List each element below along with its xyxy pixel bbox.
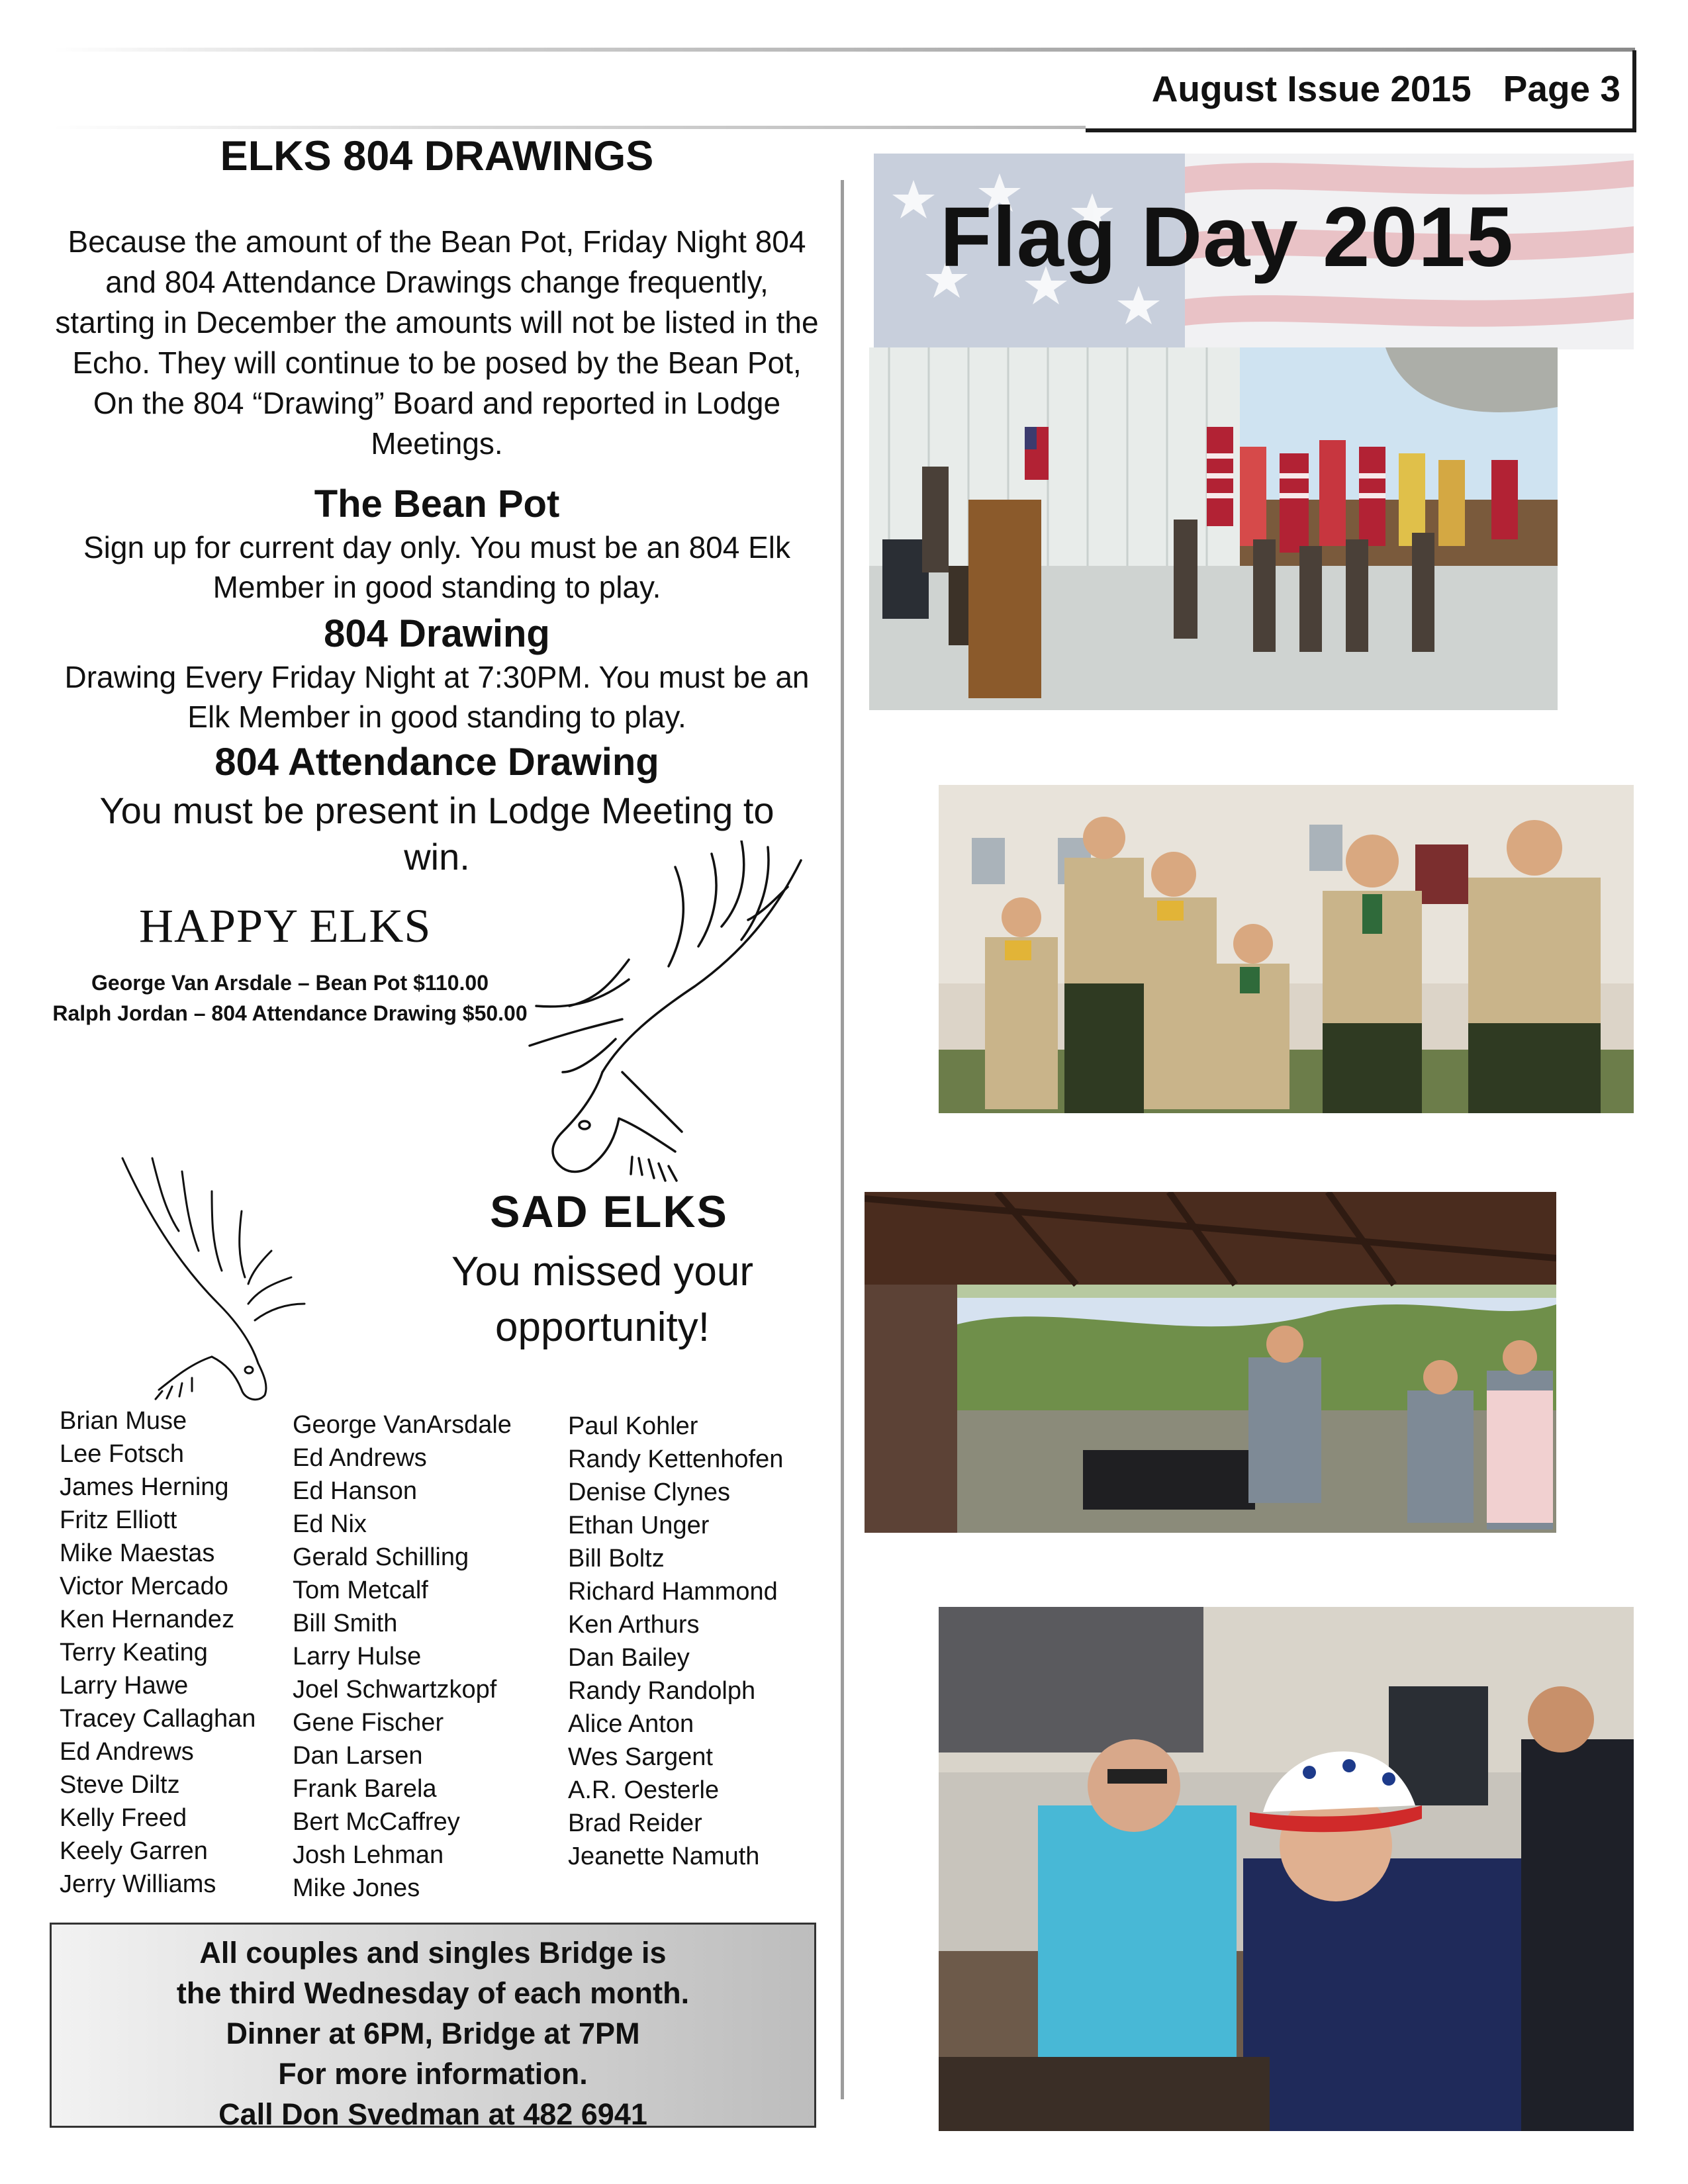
list-item: Victor Mercado (60, 1572, 228, 1600)
happy-elks-title: HAPPY ELKS (139, 899, 432, 952)
list-item: Gene Fischer (293, 1709, 444, 1737)
drawings-title: ELKS 804 DRAWINGS (220, 133, 654, 179)
list-item: Larry Hawe (60, 1672, 189, 1700)
list-item: Brian Muse (60, 1407, 187, 1435)
list-item: A.R. Oesterle (568, 1776, 720, 1804)
bridge-line: Dinner at 6PM, Bridge at 7PM (226, 2017, 640, 2050)
list-item: James Herning (60, 1473, 229, 1501)
attendance-heading: 804 Attendance Drawing (214, 741, 659, 784)
crowd-photo (939, 1607, 1634, 2131)
list-item: Jeanette Namuth (568, 1843, 760, 1870)
list-item: Paul Kohler (568, 1412, 698, 1440)
list-item: Ed Nix (293, 1510, 367, 1538)
bean-pot-text: Sign up for current day only. You must be an 804 Elk Member in good standing to play. (83, 530, 791, 604)
list-item: Ken Hernandez (60, 1606, 235, 1633)
list-item: Tom Metcalf (293, 1576, 428, 1604)
ceremony-photo (869, 347, 1558, 710)
list-item: Keely Garren (60, 1837, 208, 1865)
bridge-notice (50, 1923, 816, 2131)
list-item: Jerry Williams (60, 1870, 216, 1898)
header-underline (53, 126, 1086, 129)
list-item: Lee Fotsch (60, 1440, 184, 1468)
sad-elks-names-col3 (568, 1410, 783, 1873)
list-item: Bert McCaffrey (293, 1808, 460, 1836)
issue-label: August Issue 2015 (1151, 68, 1472, 109)
sad-elks-title: SAD ELKS (490, 1187, 728, 1237)
list-item: Ed Andrews (293, 1444, 427, 1472)
list-item: Randy Randolph (568, 1677, 756, 1705)
list-item: Josh Lehman (293, 1841, 444, 1869)
list-item: Wes Sargent (568, 1743, 713, 1771)
page-header (1152, 68, 1620, 110)
flag-day-title: Flag Day 2015 (940, 190, 1514, 285)
list-item: Kelly Freed (60, 1804, 187, 1832)
page-number: Page 3 (1503, 68, 1620, 109)
bridge-line: For more information. (278, 2057, 588, 2091)
list-item: Ed Hanson (293, 1477, 418, 1505)
list-item: Alice Anton (568, 1710, 694, 1738)
list-item: Bill Smith (293, 1610, 398, 1637)
list-item: Randy Kettenhofen (568, 1445, 784, 1473)
attendance-text: You must be present in Lodge Meeting to win. (99, 790, 774, 878)
bridge-line: All couples and singles Bridge is (199, 1936, 667, 1970)
pavilion-photo (865, 1192, 1556, 1533)
list-item: Tracey Callaghan (60, 1705, 256, 1733)
list-item: Denise Clynes (568, 1479, 730, 1506)
list-item: Fritz Elliott (60, 1506, 177, 1534)
list-item: Dan Larsen (293, 1742, 423, 1770)
drawing-804-text: Drawing Every Friday Night at 7:30PM. You must be an Elk Member in good standing to play. (64, 660, 810, 734)
list-item: Richard Hammond (568, 1578, 778, 1606)
happy-elks-list (52, 968, 528, 1028)
elk-head-small-icon (113, 1145, 311, 1403)
list-item: Bill Boltz (568, 1545, 665, 1572)
winner-item: George Van Arsdale – Bean Pot $110.00 (91, 971, 489, 995)
list-item: Ed Andrews (60, 1738, 194, 1766)
bridge-line: Call Don Svedman at 482 6941 (218, 2097, 647, 2131)
list-item: Terry Keating (60, 1639, 208, 1666)
sad-elks-names-col1 (60, 1404, 256, 1901)
drawings-intro: Because the amount of the Bean Pot, Friday Night 804 and 804 Attendance Drawings change frequently, starting in December the amounts will not be listed in the Echo. They will continue to be posed by the Bean Pot, On the 804 “Drawing” Board and reported in Lodge Meetings. (55, 224, 819, 461)
list-item: Mike Maestas (60, 1539, 215, 1567)
sad-elks-text: You missed your opportunity! (451, 1249, 754, 1350)
bridge-line: the third Wednesday of each month. (176, 1976, 690, 2010)
drawing-804-heading: 804 Drawing (324, 612, 550, 655)
sad-elks-names-col2 (293, 1408, 512, 1905)
bean-pot-heading: The Bean Pot (314, 482, 560, 525)
list-item: George VanArsdale (293, 1411, 512, 1439)
list-item: Joel Schwartzkopf (293, 1676, 497, 1704)
list-item: Larry Hulse (293, 1643, 422, 1670)
list-item: Gerald Schilling (293, 1543, 469, 1571)
list-item: Frank Barela (293, 1775, 437, 1803)
list-item: Steve Diltz (60, 1771, 180, 1799)
list-item: Mike Jones (293, 1874, 420, 1902)
winner-item: Ralph Jordan – 804 Attendance Drawing $50.00 (52, 1001, 528, 1025)
list-item: Brad Reider (568, 1809, 702, 1837)
list-item: Dan Bailey (568, 1644, 690, 1672)
list-item: Ken Arthurs (568, 1611, 700, 1639)
scouts-photo (939, 785, 1634, 1113)
elk-head-large-icon (523, 841, 827, 1185)
list-item: Ethan Unger (568, 1512, 710, 1539)
column-divider (841, 180, 844, 2099)
